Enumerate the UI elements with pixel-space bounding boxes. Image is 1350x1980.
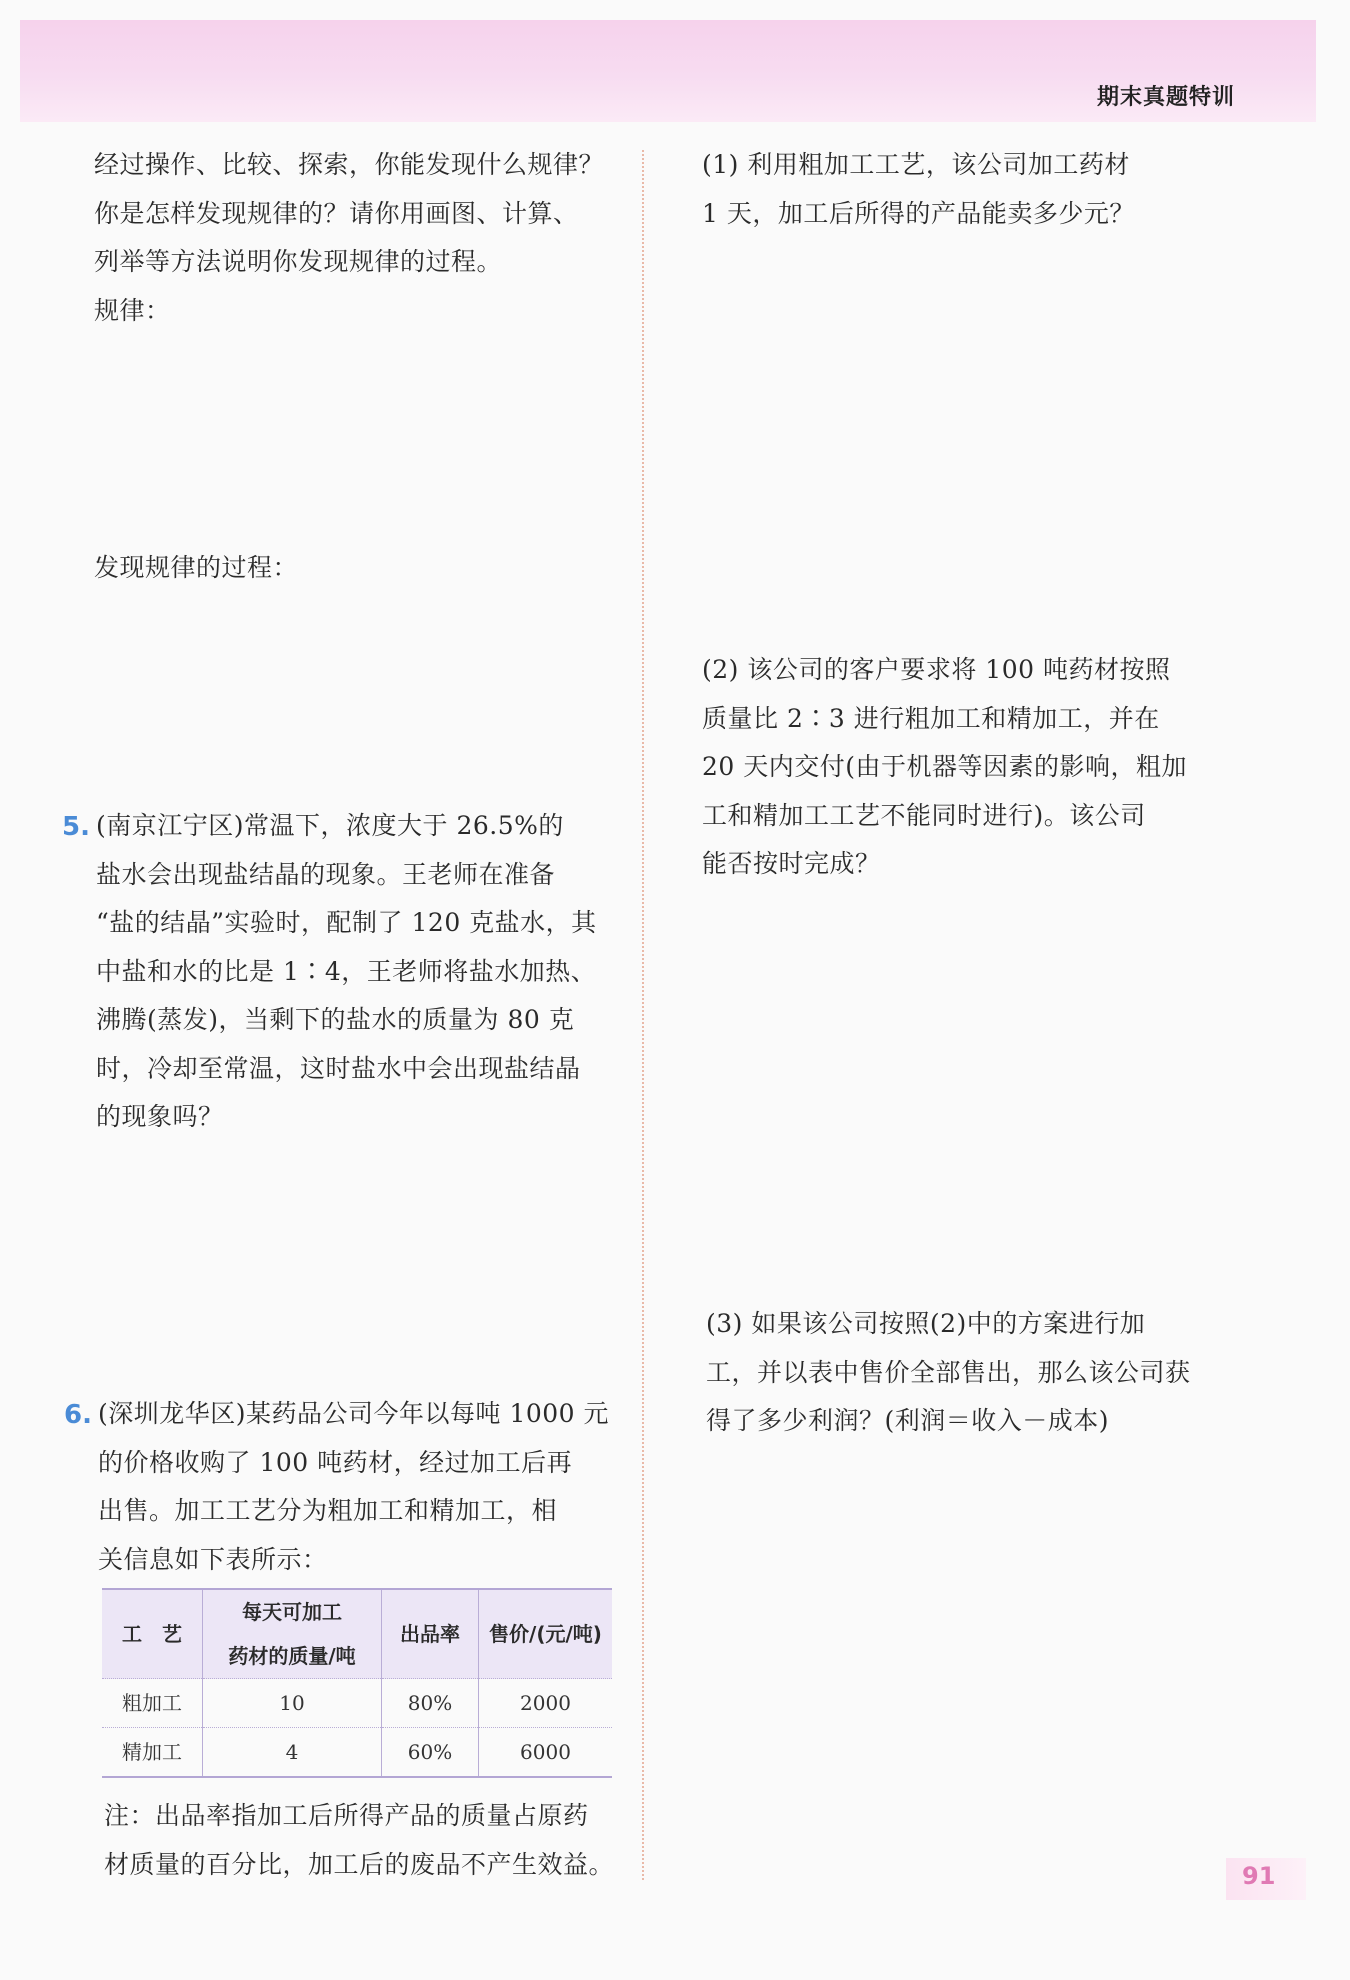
q5-line: (南京江宁区)常温下，浓度大于 26.5%的 [96, 811, 564, 840]
q5-line: “盐的结晶”实验时，配制了 120 克盐水，其 [96, 908, 597, 937]
sub1-line: (1) 利用粗加工工艺，该公司加工药材 [702, 150, 1130, 179]
sub-question-2 [702, 646, 1187, 889]
sub2-line: 工和精加工工艺不能同时进行)。该公司 [702, 800, 1146, 830]
q5-line: 的现象吗？ [96, 1102, 224, 1131]
sub2-line: (2) 该公司的客户要求将 100 吨药材按照 [702, 655, 1171, 684]
sub-question-1 [702, 141, 1135, 238]
q4-line: 你是怎样发现规律的？请你用画图、计算、 [94, 198, 579, 228]
table-row [102, 1679, 612, 1728]
table-cell: 精加工 [102, 1728, 203, 1778]
q4-line: 经过操作、比较、探索，你能发现什么规律？ [94, 150, 605, 179]
page-number: 91 [1242, 1862, 1276, 1890]
note-line: 注：出品率指加工后所得产品的质量占原药 [104, 1801, 589, 1830]
q6-line: (深圳龙华区)某药品公司今年以每吨 1000 元 [98, 1399, 610, 1428]
table-cell: 60% [382, 1728, 479, 1778]
q5-line: 时，冷却至常温，这时盐水中会出现盐结晶 [96, 1053, 581, 1083]
q6-text [98, 1390, 609, 1584]
table-cell: 6000 [479, 1728, 613, 1778]
q6-line: 的价格收购了 100 吨药材，经过加工后再 [98, 1447, 573, 1477]
sub3-line: 得了多少利润？(利润＝收入－成本) [706, 1406, 1110, 1435]
table-header-cell: 每天可加工 药材的质量/吨 [203, 1589, 382, 1679]
table-header-cell: 工 艺 [122, 1622, 182, 1646]
q5-line: 沸腾(蒸发)，当剩下的盐水的质量为 80 克 [96, 1005, 575, 1034]
table-cell: 10 [203, 1679, 382, 1728]
table-note [104, 1792, 614, 1889]
q4-paragraph [94, 141, 604, 335]
table-cell: 粗加工 [102, 1679, 203, 1728]
table-header-cell: 售价/(元/吨) [479, 1589, 613, 1679]
table-cell: 2000 [479, 1679, 613, 1728]
table-cell: 4 [203, 1728, 382, 1778]
sub3-line: 工，并以表中售价全部售出，那么该公司获 [706, 1357, 1191, 1387]
sub1-line: 1 天，加工后所得的产品能卖多少元？ [702, 198, 1135, 228]
q6-line: 关信息如下表所示： [98, 1544, 328, 1574]
note-line: 材质量的百分比，加工后的废品不产生效益。 [104, 1849, 615, 1879]
page-number-badge [1226, 1858, 1306, 1900]
sub2-line: 能否按时完成？ [702, 849, 881, 878]
table-row [102, 1728, 612, 1778]
q4-line: 列举等方法说明你发现规律的过程。 [94, 247, 503, 276]
q5-line: 盐水会出现盐结晶的现象。王老师在准备 [96, 859, 556, 889]
sub2-line: 20 天内交付(由于机器等因素的影响，粗加 [702, 752, 1188, 781]
rule-label: 规律： [94, 295, 171, 325]
sub2-line: 质量比 2∶3 进行粗加工和精加工，并在 [702, 703, 1160, 733]
table-header-row [102, 1589, 612, 1679]
sub3-line: (3) 如果该公司按照(2)中的方案进行加 [706, 1309, 1146, 1338]
q5-number: 5. [62, 812, 90, 842]
q5-line: 中盐和水的比是 1∶4，王老师将盐水加热、 [96, 956, 597, 986]
table-cell: 80% [382, 1679, 479, 1728]
column-divider [642, 150, 644, 1880]
page-header-title: 期末真题特训 [1096, 85, 1235, 110]
q5-text [96, 802, 597, 1142]
q6-line: 出售。加工工艺分为粗加工和精加工，相 [98, 1496, 558, 1525]
processing-info-table [102, 1588, 612, 1778]
q6-number: 6. [64, 1400, 92, 1430]
sub-question-3 [706, 1300, 1191, 1446]
table-header-cell: 出品率 [382, 1589, 479, 1679]
process-label: 发现规律的过程： [94, 553, 299, 582]
